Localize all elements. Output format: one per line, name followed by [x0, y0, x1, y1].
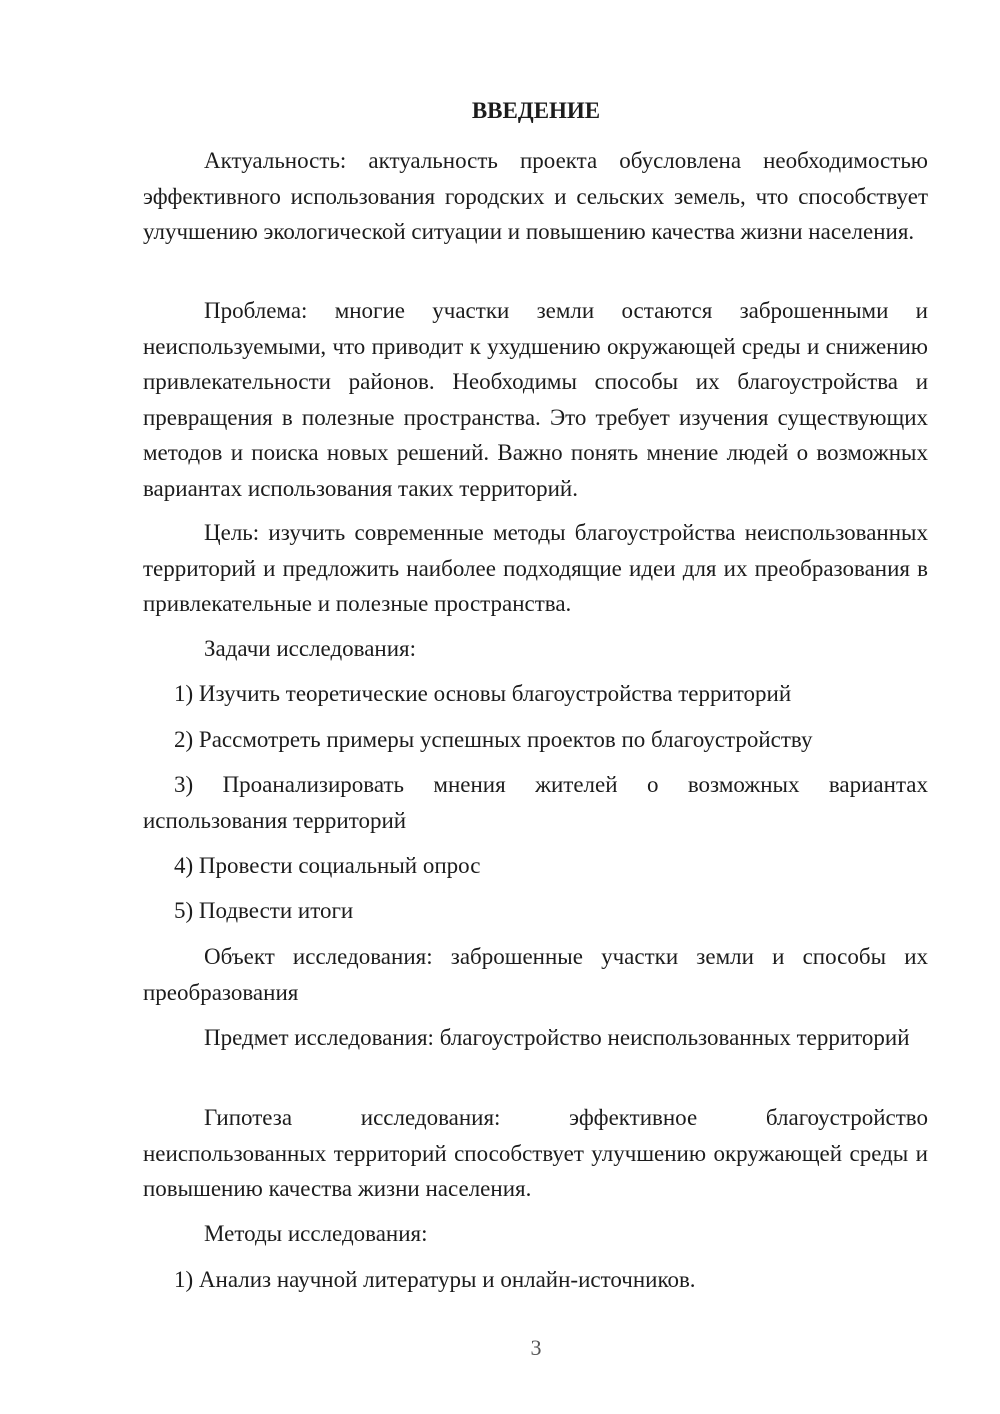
task-item: 4) Провести социальный опрос — [174, 853, 481, 878]
task-item: 5) Подвести итоги — [174, 898, 354, 923]
paragraph-relevance: Актуальность: актуальность проекта обусловлена необходимостью эффективного использования городских и сельских земель, что способствует улучшению экологической ситуации и повышению качества жизни населения. — [143, 148, 928, 244]
paragraph-tasks-heading: Задачи исследования: — [204, 636, 417, 661]
page-number: 3 — [530, 1335, 542, 1360]
paragraph-research-subject: Предмет исследования: благоустройство неиспользованных территорий — [204, 1025, 910, 1050]
method-item: 1) Анализ научной литературы и онлайн-источников. — [174, 1267, 696, 1292]
task-item: 2) Рассмотреть примеры успешных проектов по благоустройству — [174, 727, 813, 752]
paragraph-goal: Цель: изучить современные методы благоустройства неиспользованных территорий и предложить наиболее подходящие идеи для их преобразования в привлекательные и полезные пространства. — [143, 520, 928, 616]
paragraph-research-object: Объект исследования: заброшенные участки земли и способы их преобразования — [143, 944, 928, 1005]
page-title: ВВЕДЕНИЕ — [471, 98, 601, 123]
task-item: 3) Проанализировать мнения жителей о возможных вариантах использования территорий — [143, 772, 928, 833]
paragraph-methods-heading: Методы исследования: — [204, 1221, 428, 1246]
paragraph-hypothesis: Гипотеза исследования: эффективное благоустройство неиспользованных территорий способствует улучшению окружающей среды и повышению качества жизни населения. — [143, 1105, 928, 1201]
task-item: 1) Изучить теоретические основы благоустройства территорий — [174, 681, 792, 706]
paragraph-problem: Проблема: многие участки земли остаются заброшенными и неиспользуемыми, что приводит к ухудшению окружающей среды и снижению привлекательности районов. Необходимы способы их благоустройства и превращения в полезные пространства. Это требует изучения существующих методов и поиска новых решений. Важно понять мнение людей о возможных вариантах использования таких территорий. — [143, 298, 928, 501]
